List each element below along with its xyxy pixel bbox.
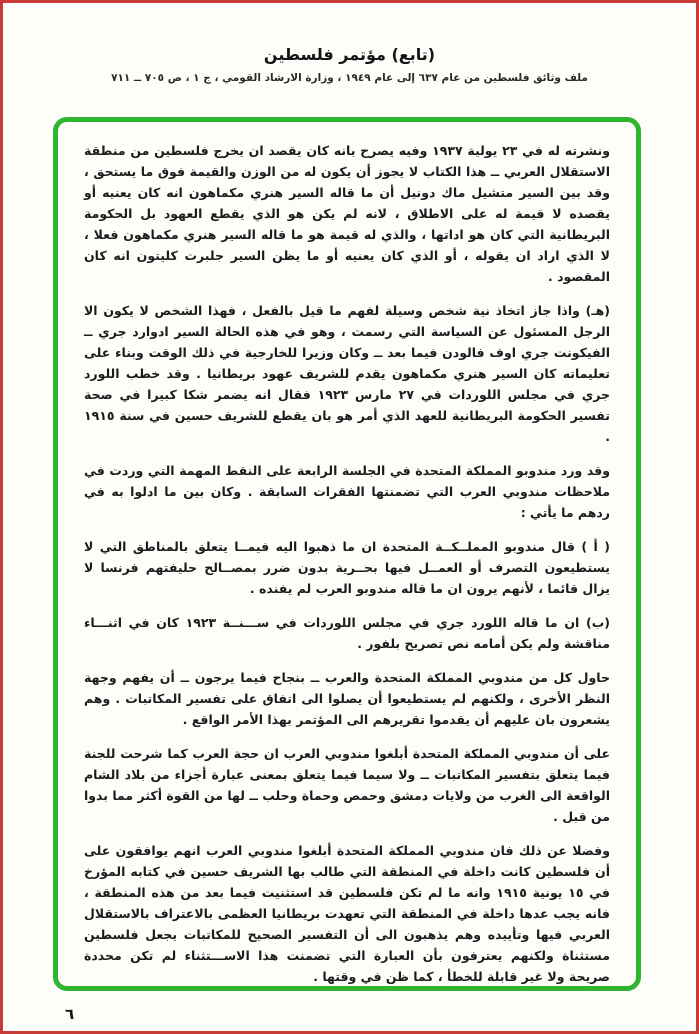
page-title: (تابع) مؤتمر فلسطين (263, 45, 436, 64)
document-header (3, 45, 696, 84)
page-subtitle: ملف وثائق فلسطين من عام ٦٣٧ إلى عام ١٩٤٩ ، وزارة الارشاد القومي ، ج ١ ، ص ٧٠٥ ــ ٧١١ (111, 72, 588, 84)
page-number: ٦ (65, 1005, 75, 1023)
paragraph: وقد ورد مندوبو المملكة المتحدة في الجلسة الرابعة على النقط المهمة التي وردت في ملاحظات مندوبي العرب التي تضمنتها الفقرات السابقة . وكان بين ما ادلوا به في ردهم ما يأتي : (84, 463, 610, 520)
paragraph: حاول كل من مندوبي المملكة المتحدة والعرب ــ بنجاح فيما يرجون ــ أن يفهم وجهة النظر الأخرى ، ولكنهم لم يستطيعوا أن يصلوا الى اتفاق على تفسير المكاتبات . وهم يشعرون بان عليهم أن يقدموا تقريرهم الى المؤتمر بهذا الأمر الواقع . (84, 670, 610, 727)
text-frame (53, 117, 641, 991)
paragraph: على أن مندوبي المملكة المتحدة أبلغوا مندوبي العرب ان حجة العرب كما شرحت للجنة فيما يتعلق بتفسير المكاتبات ــ ولا سيما فيما يتعلق بمعنى عبارة أجزاء من بلاد الشام الواقعة الى الغرب من ولايات دمشق وحمص وحماة وحلب ــ لها من القوة أكثر مما بدوا من قبل . (84, 746, 610, 824)
paragraph: (ب) ان ما قاله اللورد جري في مجلس اللوردات في ســـنــة ١٩٢٣ كان في اثنـــاء مناقشة ولم يكن أمامه نص تصريح بلفور . (84, 615, 610, 651)
paragraph: ( أ ) قال مندوبو المملــكــة المتحدة ان ما ذهبوا اليه فيمــا يتعلق بالمناطق التي لا يستطيعون التصرف أو العمــل فيها بحــرية بدون ضرر بمصــالح حليفتهم فرنسا لا يزال قائما ، لأنهم يرون ان ما قاله مندوبو العرب لم يفنده . (84, 539, 610, 596)
paragraph: وفضلا عن ذلك فان مندوبي المملكة المتحدة أبلغوا مندوبي العرب انهم يوافقون على أن فلسطين كانت داخلة في المنطقة التي طالب بها الشريف حسين في كتابه المؤرخ في ١٥ يونية ١٩١٥ وانه ما لم تكن فلسطين قد استثنيت فيما بعد من هذه المنطقة ، فانه يجب عدها داخلة في المنطقة التي تعهدت بريطانيا العظمى بالاعتراف بالاستقلال العربي فيها وتأييده وهم يذهبون الى أن التفسير الصحيح للمكاتبات يجعل فلسطين مستثناة ولكنهم يعترفون بأن العبارة التي تضمنت هذا الاســـتثناء لم تكن محددة صريحة ولا غير قابلة للخطأ ، كما ظن في وقتها . (84, 843, 610, 984)
paragraph: (هـ) واذا جاز اتخاذ نية شخص وسيلة لفهم ما قيل بالفعل ، فهذا الشخص لا يكون الا الرجل المسئول عن السياسة التي رسمت ، وهو في هذه الحالة السير ادوارد جري ــ الفيكونت جري اوف فالودن فيما بعد ــ وكان وزيرا للخارجية في ذلك الوقت وبناء على تعليماته كان السير هنري مكماهون يقدم للشريف عهود بريطانيا . وقد خطب اللورد جري في مجلس اللوردات في ٢٧ مارس ١٩٢٣ فقال انه يضمر شكا كبيرا في صحة تفسير الحكومة البريطانية للعهد الذي أمر هو بان يقطع للشريف حسين في سنة ١٩١٥ . (84, 303, 610, 444)
paragraph: ونشرته له في ٢٣ يولية ١٩٣٧ وفيه يصرح بانه كان يقصد ان يخرج فلسطين من منطقة الاستقلال العربي ــ هذا الكتاب لا يجوز أن يكون له من الوزن والقيمة فوق ما يستحق ، وقد بين السير متشيل ماك دونيل أن ما قاله السير هنري مكماهون انه كان يعنيه أو يقصده لا قيمة له على الاطلاق ، لانه لم يكن هو الذي يقطع العهود بل الحكومة البريطانية التي كان هو اداتها ، والذي له قيمة هو ما قاله السير هنري مكماهون فعلا ، لا الذي اراد ان يقوله ، أو الذي كان يعنيه أو ما يظن السير جلبرت كليتون انه كان المقصود . (84, 143, 610, 284)
